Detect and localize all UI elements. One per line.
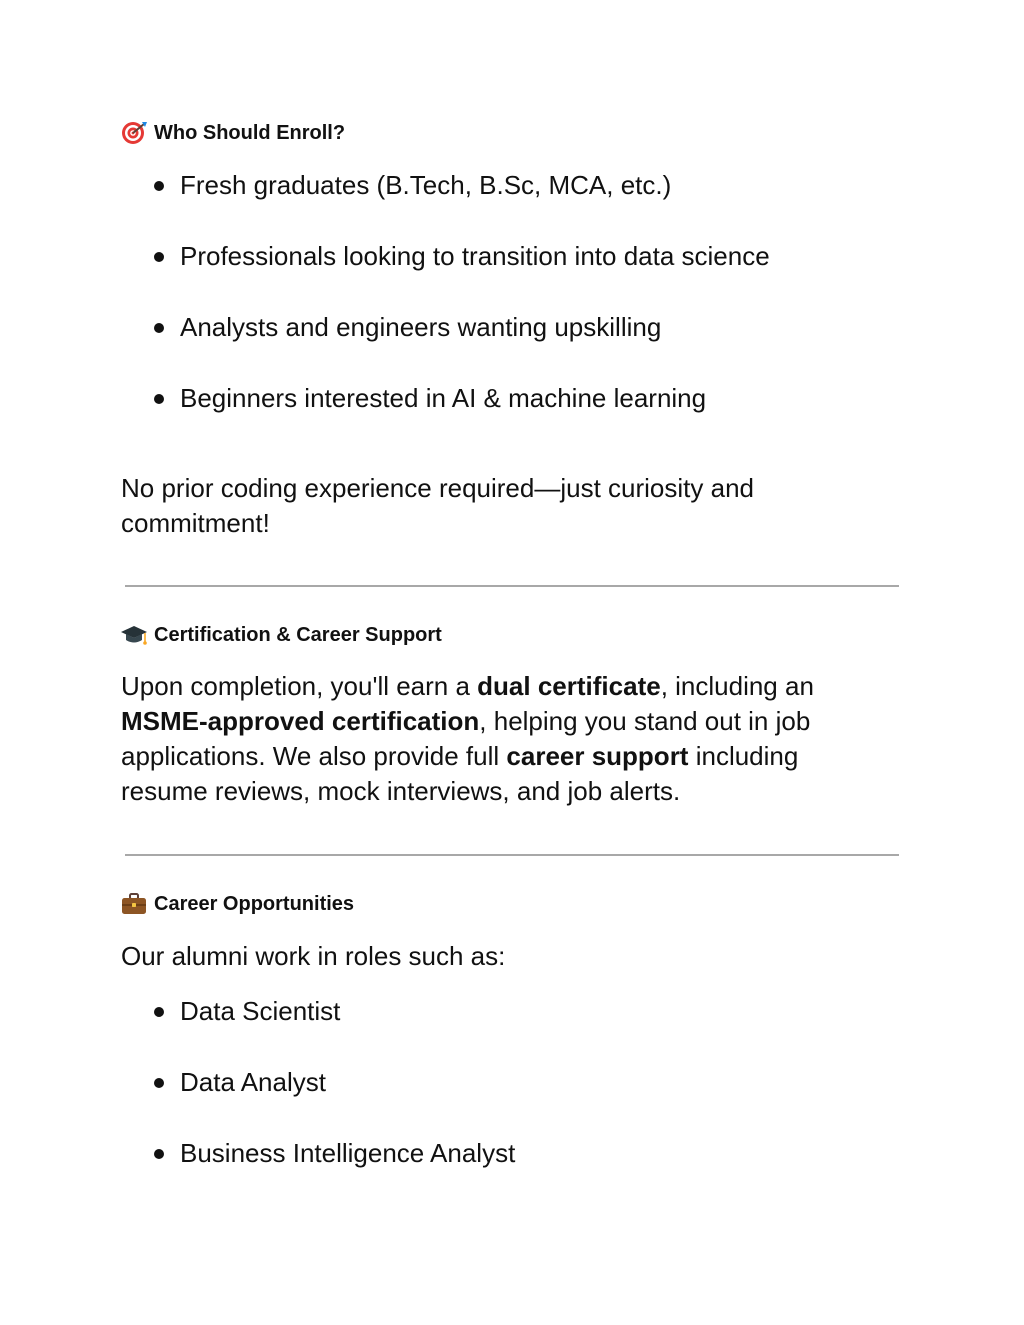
bullet-dot — [154, 323, 164, 333]
graduation-cap-icon — [121, 623, 149, 647]
bullet-dot — [154, 394, 164, 404]
section-heading-text: Who Should Enroll? — [154, 122, 346, 144]
paragraph-text: , including an — [660, 671, 814, 701]
list-item-text: Business Intelligence Analyst — [180, 1138, 516, 1168]
list-item-text: Professionals looking to transition into data science — [180, 241, 770, 271]
list-item — [151, 241, 770, 271]
bullet-dot — [154, 252, 164, 262]
paragraph-text: including resume reviews, mock interviews, and job alerts. — [121, 741, 799, 806]
section-heading-text: Certification & Career Support — [154, 624, 442, 646]
list-item-text: Data Analyst — [180, 1067, 326, 1097]
list-item — [151, 383, 770, 413]
no-prior-coding-note — [121, 471, 881, 541]
briefcase-icon — [121, 892, 149, 916]
msme-certification-emphasis: MSME-approved certification — [121, 706, 480, 736]
bullet-dot — [154, 1078, 164, 1088]
career-opportunities-heading — [121, 892, 354, 916]
dual-certificate-emphasis: dual certificate — [477, 671, 661, 701]
list-item — [151, 170, 770, 200]
paragraph-text: Upon completion, you'll earn a — [121, 671, 478, 701]
list-item — [151, 1067, 515, 1097]
enroll-list — [151, 170, 770, 413]
bullet-dot — [154, 181, 164, 191]
certification-paragraph — [121, 669, 881, 809]
note-line: commitment! — [121, 508, 270, 538]
career-support-emphasis: career support — [506, 741, 689, 771]
intro-text: Our alumni work in roles such as: — [121, 941, 506, 971]
certification-heading — [121, 623, 442, 647]
who-should-enroll-heading — [121, 121, 345, 145]
list-item-text: Data Scientist — [180, 996, 341, 1026]
horizontal-rule — [125, 585, 899, 587]
list-item — [151, 996, 515, 1026]
career-roles-list — [151, 996, 515, 1168]
bullet-dot — [154, 1007, 164, 1017]
note-line: No prior coding experience required—just curiosity and — [121, 473, 754, 503]
section-heading-text: Career Opportunities — [154, 893, 355, 915]
horizontal-rule — [125, 854, 899, 856]
list-item-text: Beginners interested in AI & machine learning — [180, 383, 707, 413]
target-icon — [121, 121, 149, 145]
list-item — [151, 1138, 515, 1168]
list-item-text: Fresh graduates (B.Tech, B.Sc, MCA, etc.) — [180, 170, 672, 200]
bullet-dot — [154, 1149, 164, 1159]
list-item-text: Analysts and engineers wanting upskilling — [180, 312, 662, 342]
list-item — [151, 312, 770, 342]
paragraph-text: , helping you stand out in job applications. We also provide full — [121, 706, 811, 771]
alumni-intro — [121, 939, 881, 974]
